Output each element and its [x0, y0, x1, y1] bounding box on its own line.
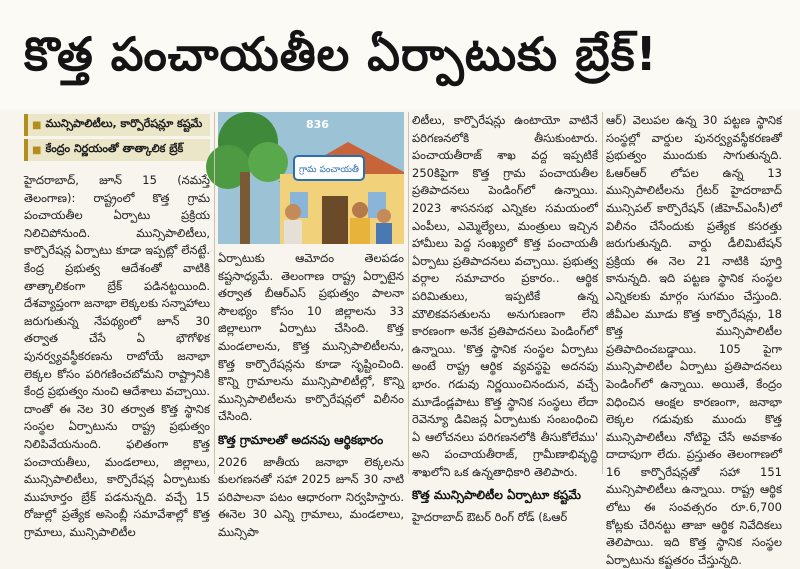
- bullet-item: [24, 139, 210, 161]
- bullet-text: మున్సిపాలిటీలు, కార్పొరేషన్లూ కష్టమే: [45, 117, 203, 130]
- bullet-text: కేంద్రం నిర్ణయంతో తాత్కాలిక బ్రేక్: [45, 142, 184, 155]
- column-text: 2026 జాతీయ జనాభా లెక్కలను కులగణనతో సహా 2025 జూన్ 30 నాటి పరిపాలనా పటం ఆధారంగా నిర్వహిస్తారు. ఈనెల 30 ఎన్ని గ్రామాలు, మండలాలు, మున్సిపా: [218, 454, 404, 539]
- bullet-item: [24, 114, 210, 136]
- headline: కొత్త పంచాయతీల ఏర్పాటుకు బ్రేక్!: [24, 27, 658, 81]
- section-subhead: కొత్త మున్సిపాలిటీల ఏర్పాటూ కష్టమే: [412, 488, 581, 503]
- headline-band: [0, 0, 800, 110]
- article-column-1: [24, 172, 210, 539]
- section-subhead: కొత్త గ్రామాలతో అదనపు ఆర్థికభారం: [218, 432, 384, 447]
- article-column-3: [412, 112, 598, 525]
- column-text: హైదరాబాద్, జూన్ 15 (నమస్తే తెలంగాణ): రాష్ట్రంలో కొత్త గ్రామ పంచాయతీల ఏర్పాటు ప్రక్రియ నిలిచిపోనుంది. మున్సిపాలిటీలు, కార్పొరేషన్ల ఏర్పాటు కూడా ఇప్పట్లో లేనట్టే. కేంద్ర ప్రభుత్వ ఆదేశంతో వాటికి తాత్కాలికంగా బ్రేక్ పడినట్టయింది. దేశవ్యాప్తంగా జనాభా లెక్కలకు సన్నాహాలు జరుగుతున్న నేపథ్యంలో జూన్ 30 తర్వాత చేసే ఏ భౌగోళిక పునర్వ్యవస్థీకరణను రాబోయే జనాభా లెక్కల కోసం పరిగణించబోమని రాష్ట్రానికి కేంద్ర ప్రభుత్వం నుంచి ఆదేశాలు వచ్చాయి. దాంతో ఈ నెల 30 తర్వాత కొత్త స్థానిక సంస్థల ఏర్పాటును రాష్ట్ర ప్రభుత్వం నిలిపివేయనుంది. ఫలితంగా కొత్త పంచాయతీలు, మండలాలు, జిల్లాలు, మున్సిపాలిటీలు, కార్పొరేషన్ల ఏర్పాటుకు ముహూర్తం బ్రేక్ పడనున్నది. వచ్చే 15 రోజుల్లో ప్రత్యేక అసెంబ్లీ సమావేశాల్లో కొత్త గ్రామాలు, మున్సిపాలిటీల: [24, 173, 210, 539]
- article-photo: [218, 112, 404, 244]
- bullet-dot-icon: ■: [32, 119, 42, 131]
- column-text: హైదరాబాద్ ఔటర్ రింగ్ రోడ్ (ఓఆర్: [412, 510, 568, 525]
- column-divider: [214, 112, 215, 474]
- column-divider: [408, 112, 409, 474]
- column-text: ఏర్పాటుకు ఆమోదం తెలపడం కష్టసాధ్యమే. తెలంగాణ రాష్ట్ర ఏర్పాటైన తర్వాత బీఆర్ఎస్ ప్రభుత్వం పాలనా సౌలభ్యం కోసం 10 జిల్లాలను 33 జిల్లాలుగా ఏర్పాటు చేసింది. కొత్త మండలాలను, కొత్త మున్సిపాలిటీలను, కొత్త కార్పొరేషన్లను కూడా సృష్టించింది. కొన్ని గ్రామాలను మున్సిపాలిటీల్లో, కొన్ని మున్సిపాలిటీలను కార్పొరేషన్లలో విలీనం చేసింది.: [218, 251, 404, 424]
- column-divider: [602, 112, 603, 474]
- column-text: లిటీలు, కార్పొరేషన్లు ఉంటాయో వాటినే పరిగణనలోకి తీసుకుంటారు. పంచాయతీరాజ్ శాఖ వద్ద ఇప్పటికే 250కిపైగా కొత్త గ్రామ పంచాయతీల ప్రతిపాదనలు పెండింగ్‌లో ఉన్నాయి. 2023 శాసనసభ ఎన్నికల సమయంలో ఎంపీలు, ఎమ్మెల్యేలు, మంత్రులు ఇచ్చిన హామీలు పెద్ద సంఖ్యలో కొత్త పంచాయతీ ఏర్పాటు ప్రతిపాదనలు వచ్చాయి. ప్రభుత్వ వర్గాల సమాచారం ప్రకారం.. ఆర్థిక పరిమితులు, ఇప్పటికే ఉన్న మౌలికవసతులను అనుగుణంగా లేని కారణంగా అనేక ప్రతిపాదనలు పెండింగ్‌లో ఉన్నాయి. 'కొత్త స్థానిక సంస్థల ఏర్పాటు అంటే రాష్ట్ర ఆర్థిక వ్యవస్థపై అదనపు భారం. గడువు నిర్ణయించినందున, వచ్చే మూడేండ్లపాటు కొత్త స్థానిక సంస్థలు లేదా రెవెన్యూ డివిజన్ల ఏర్పాటుకు సంబంధించి ఏ ఆలోచనలు పరిగణనలోకి తీసుకోలేము' అని పంచాయతీరాజ్, గ్రామీణాభివృద్ధి శాఖలోని ఒక ఉన్నతాధికారి తెలిపారు.: [412, 113, 598, 479]
- article-column-2: [218, 250, 404, 539]
- bullet-dot-icon: ■: [32, 144, 42, 156]
- highlight-bullets: [24, 114, 210, 164]
- article-column-4: [606, 112, 782, 567]
- column-text: ఆర్) వెలుపల ఉన్న 30 పట్టణ స్థానిక సంస్థల్లో వార్డుల పునర్వ్యవస్థీకరణతో ప్రభుత్వం ముందుకు సాగుతున్నది. ఓఆర్ఆర్ లోపల ఉన్న 13 మున్సిపాలిటీలను గ్రేటర్ హైదరాబాద్ మున్సిపల్ కార్పొరేషన్ (జీహెచ్ఎంసీ)లో విలీనం చేసేందుకు ప్రత్యేక కసరత్తు జరుగుతున్నది. వార్డు డీలిమిటేషన్ ప్రక్రియ ఈ నెల 21 నాటికి పూర్తి కానున్నది. ఇది పట్టణ స్థానిక సంస్థల ఎన్నికలకు మార్గం సుగమం చేస్తుంది. జీవీఎల మూడు కొత్త కార్పొరేషన్లు, 18 కొత్త మున్సిపాలిటీల ప్రతిపాదించబడ్డాయి. 105 పైగా మున్సిపాలిటీల ఏర్పాటు ప్రతిపాదనలు పెండింగ్‌లో ఉన్నాయి. అయితే, కేంద్రం విధించిన ఆంక్షల కారణంగా, జనాభా లెక్కల గడువుకు ముందు కొత్త మున్సిపాలిటీలు నోటిఫై చేసే అవకాశం దాదాపుగా లేదు. ప్రస్తుతం తెలంగాణలో 16 కార్పొరేషన్లతో సహా 151 మున్సిపాలిటీలు ఉన్నాయి. రాష్ట్ర ఆర్థిక లోటు ఈ సంవత్సరం రూ.6,700 కోట్లకు చేరినట్టు తాజా ఆర్థిక నివేదికలు తెలిపాయి. ఇది కొత్త స్థానిక సంస్థల ఏర్పాటును కష్టతరం చేస్తున్నది.: [606, 113, 782, 567]
- panchayat-office-illustration: [218, 112, 404, 244]
- office-sign-text: గ్రామ పంచాయతీ: [299, 165, 359, 175]
- board-number: 836: [306, 118, 329, 131]
